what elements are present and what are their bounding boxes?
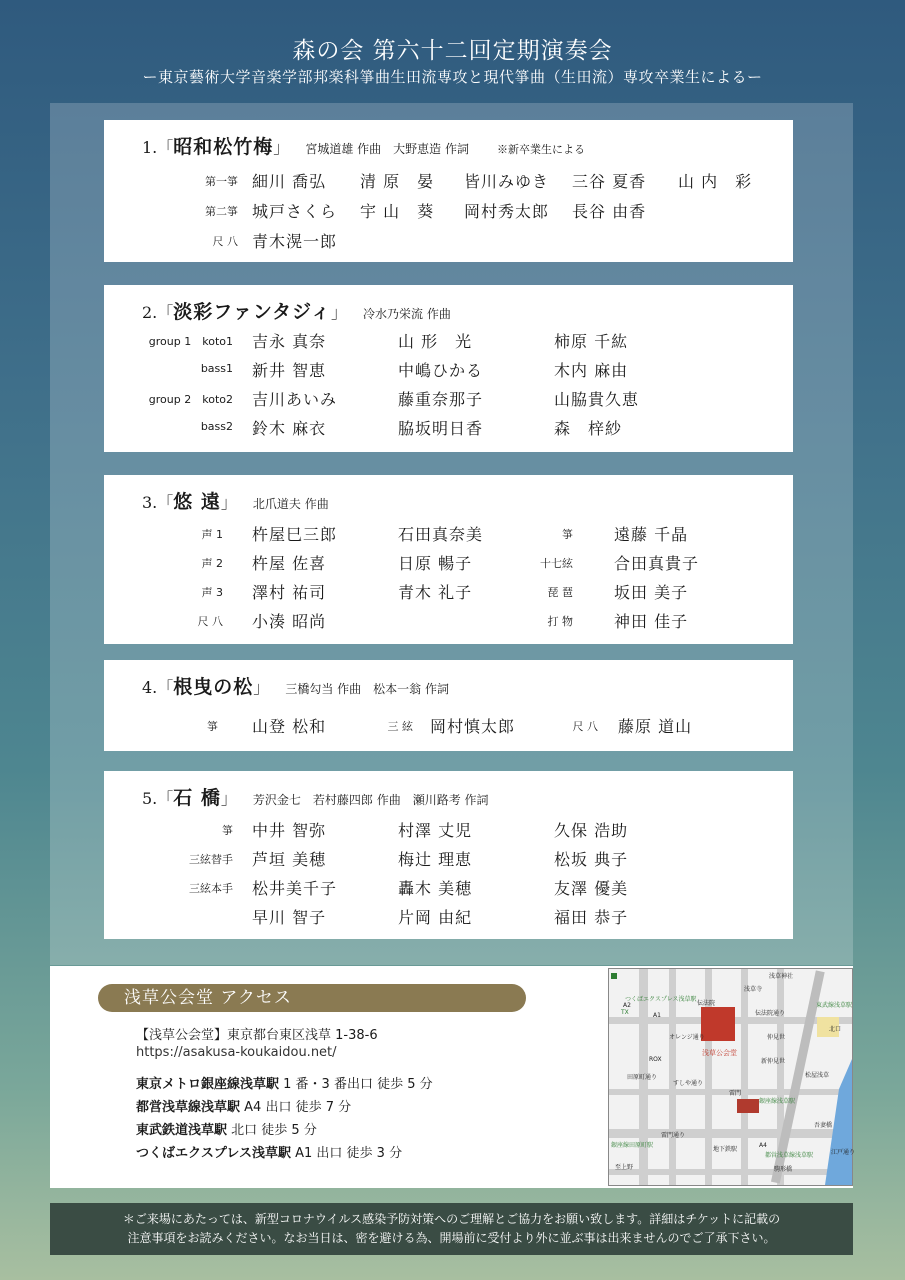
part-label: 三絃替手 bbox=[189, 853, 233, 866]
performer-name: 森 梓紗 bbox=[554, 419, 623, 438]
piece-credit: 芳沢金七 若村藤四郎 作曲 瀬川路考 作詞 bbox=[252, 793, 489, 807]
part-label: 第二箏 bbox=[205, 205, 238, 218]
performer-name: 城戸さくら bbox=[252, 202, 338, 221]
part-label: group 2 koto2 bbox=[148, 393, 233, 406]
piece-credit: 宮城道雄 作曲 大野恵造 作詞 bbox=[305, 142, 469, 156]
performer-name: 村澤 丈児 bbox=[398, 821, 473, 840]
svg-text:伝法院通り: 伝法院通り bbox=[755, 1010, 786, 1017]
piece-title: 4.「根曳の松」 三橋勾当 作曲 松本一翁 作詞 bbox=[142, 676, 449, 698]
performer-name: 山 形 光 bbox=[398, 332, 473, 351]
part-label: 尺 八 bbox=[572, 720, 598, 733]
concert-title: 森の会 第六十二回定期演奏会 bbox=[292, 38, 613, 64]
part-label: 箏 bbox=[207, 720, 218, 733]
piece-name: 昭和松竹梅 bbox=[173, 136, 274, 158]
performer-name: 皆川みゆき bbox=[464, 172, 550, 191]
access-section bbox=[50, 966, 856, 1188]
part-label: 琵 琶 bbox=[547, 586, 573, 599]
performer-name: 日原 暢子 bbox=[398, 554, 473, 573]
svg-text:浅草寺: 浅草寺 bbox=[744, 986, 763, 993]
performer-name: 芦垣 美穂 bbox=[252, 850, 327, 869]
performer-name: 小湊 昭尚 bbox=[252, 612, 327, 631]
route-item: 都営浅草線浅草駅 A4 出口 徒歩 7 分 bbox=[136, 1100, 352, 1115]
performer-name: 久保 浩助 bbox=[554, 821, 629, 840]
performer-name: 木内 麻由 bbox=[554, 361, 629, 380]
svg-text:浅草神社: 浅草神社 bbox=[769, 973, 794, 980]
performer-name: 岡村秀太郎 bbox=[464, 202, 550, 221]
piece-note: ※新卒業生による bbox=[496, 143, 585, 156]
performer-name: 遠藤 千晶 bbox=[614, 525, 689, 544]
performer-name: 松井美千子 bbox=[252, 879, 338, 898]
notice-box bbox=[50, 1203, 853, 1255]
part-label: 箏 bbox=[562, 528, 573, 541]
svg-text:吾妻橋: 吾妻橋 bbox=[814, 1122, 833, 1129]
performer-name: 片岡 由紀 bbox=[398, 908, 473, 927]
performer-name: 青木滉一郎 bbox=[252, 232, 338, 251]
svg-text:松屋浅草: 松屋浅草 bbox=[805, 1072, 830, 1079]
performer-name: 山登 松和 bbox=[252, 717, 327, 736]
svg-text:銀座線田原町駅: 銀座線田原町駅 bbox=[611, 1142, 654, 1149]
venue-url[interactable]: https://asakusa-koukaidou.net/ bbox=[136, 1045, 337, 1060]
performer-name: 早川 智子 bbox=[252, 908, 327, 927]
access-title: 浅草公会堂 アクセス bbox=[98, 984, 526, 1012]
piece-card-2 bbox=[104, 285, 793, 452]
part-label: 三絃本手 bbox=[189, 882, 233, 895]
part-label: 声 3 bbox=[201, 586, 223, 599]
performer-name: 吉永 真奈 bbox=[252, 332, 327, 351]
route-item: つくばエクスプレス浅草駅 A1 出口 徒歩 3 分 bbox=[136, 1146, 403, 1161]
performer-name: 長谷 由香 bbox=[572, 202, 647, 221]
notice-line-2: 注意事項をお読みください。なお当日は、密を避ける為、開場前に受付より外に並ぶ事は出来ませんのでご了承下さい。 bbox=[127, 1231, 776, 1245]
piece-credit: 三橋勾当 作曲 松本一翁 作詞 bbox=[285, 682, 449, 696]
svg-text:江戸通り: 江戸通り bbox=[831, 1149, 856, 1156]
piece-name: 淡彩ファンタジィ bbox=[173, 301, 332, 323]
performer-name: 脇坂明日香 bbox=[398, 419, 484, 438]
svg-text:A1: A1 bbox=[653, 1012, 661, 1019]
piece-name: 石 橋 bbox=[173, 787, 221, 809]
part-label: 十七絃 bbox=[540, 557, 573, 570]
performer-name: 細川 喬弘 bbox=[252, 172, 327, 191]
part-label: bass2 bbox=[200, 420, 233, 433]
svg-text:田原町通り: 田原町通り bbox=[627, 1074, 658, 1081]
svg-text:すしや通り: すしや通り bbox=[673, 1080, 704, 1087]
performer-name: 三谷 夏香 bbox=[572, 172, 647, 191]
piece-credit: 北爪道夫 作曲 bbox=[252, 497, 329, 511]
performer-name: 神田 佳子 bbox=[614, 612, 689, 631]
piece-card-1 bbox=[104, 120, 793, 262]
performer-name: 青木 礼子 bbox=[398, 583, 473, 602]
svg-text:TX: TX bbox=[621, 1009, 629, 1016]
gate-icon bbox=[737, 1099, 759, 1113]
station-icon bbox=[611, 973, 617, 979]
performer-name: 合田真貴子 bbox=[614, 554, 700, 573]
performer-name: 轟木 美穂 bbox=[398, 879, 473, 898]
piece-credit: 冷水乃栄流 作曲 bbox=[363, 307, 451, 321]
piece-card-3 bbox=[104, 475, 793, 644]
notice-line-1: ＊ご来場にあたっては、新型コロナウイルス感染予防対策へのご理解とご協力をお願い致します。詳細はチケットに記載の bbox=[122, 1212, 781, 1226]
performer-name: 松坂 典子 bbox=[554, 850, 629, 869]
map-graphic bbox=[609, 969, 856, 1185]
piece-title: 1.「昭和松竹梅」 宮城道雄 作曲 大野恵造 作詞 ※新卒業生による bbox=[142, 136, 585, 158]
part-label: 尺 八 bbox=[197, 615, 223, 628]
svg-text:銀座線浅草駅: 銀座線浅草駅 bbox=[759, 1098, 796, 1105]
performer-name: 杵屋巳三郎 bbox=[252, 525, 338, 544]
svg-text:A2: A2 bbox=[623, 1002, 631, 1009]
part-label: 箏 bbox=[222, 824, 233, 837]
svg-text:つくばエクスプレス浅草駅: つくばエクスプレス浅草駅 bbox=[625, 996, 697, 1003]
part-label: 第一箏 bbox=[205, 175, 238, 188]
venue-address: 【浅草公会堂】東京都台東区浅草 1-38-6 bbox=[136, 1028, 378, 1043]
route-item: 東武鉄道浅草駅 北口 徒歩 5 分 bbox=[136, 1123, 317, 1138]
performer-name: 藤重奈那子 bbox=[398, 390, 484, 409]
performer-name: 清 原 晏 bbox=[360, 172, 435, 191]
piece-title: 2.「淡彩ファンタジィ」 冷水乃栄流 作曲 bbox=[142, 301, 451, 323]
part-label: 尺 八 bbox=[212, 235, 238, 248]
svg-text:新仲見世: 新仲見世 bbox=[761, 1058, 786, 1065]
access-map bbox=[608, 968, 856, 1186]
piece-name: 根曳の松 bbox=[173, 676, 254, 698]
piece-title: 5.「石 橋」 芳沢金七 若村藤四郎 作曲 瀬川路考 作詞 bbox=[142, 787, 489, 809]
svg-text:浅草公会堂: 浅草公会堂 bbox=[702, 1049, 737, 1057]
part-label: 声 1 bbox=[201, 528, 223, 541]
performer-name: 友澤 優美 bbox=[554, 879, 629, 898]
performer-name: 杵屋 佐喜 bbox=[252, 554, 327, 573]
part-label: 三 絃 bbox=[387, 720, 413, 733]
part-label: 声 2 bbox=[201, 557, 223, 570]
svg-text:オレンジ通り: オレンジ通り bbox=[669, 1034, 705, 1041]
performer-name: 中井 智弥 bbox=[252, 821, 327, 840]
svg-text:雷門通り: 雷門通り bbox=[661, 1132, 686, 1139]
performer-name: 山脇貴久恵 bbox=[554, 390, 640, 409]
svg-text:伝法院: 伝法院 bbox=[697, 1000, 716, 1007]
svg-text:A4: A4 bbox=[759, 1142, 767, 1149]
performer-name: 坂田 美子 bbox=[614, 583, 689, 602]
performer-name: 柿原 千紘 bbox=[554, 332, 629, 351]
performer-name: 宇 山 葵 bbox=[360, 202, 435, 221]
performer-name: 新井 智恵 bbox=[252, 361, 327, 380]
svg-text:都営浅草線浅草駅: 都営浅草線浅草駅 bbox=[765, 1152, 814, 1159]
venue-marker-icon bbox=[701, 1007, 735, 1041]
svg-text:仲見世: 仲見世 bbox=[767, 1034, 786, 1041]
performer-name: 藤原 道山 bbox=[618, 717, 693, 736]
svg-text:地下鉄駅: 地下鉄駅 bbox=[713, 1146, 738, 1153]
part-label: bass1 bbox=[200, 362, 233, 375]
svg-text:至上野: 至上野 bbox=[615, 1164, 634, 1171]
piece-name: 悠 遠 bbox=[173, 491, 221, 513]
piece-title: 3.「悠 遠」 北爪道夫 作曲 bbox=[142, 491, 329, 513]
performer-name: 中嶋ひかる bbox=[398, 361, 484, 380]
performer-name: 岡村慎太郎 bbox=[430, 717, 516, 736]
part-label: group 1 koto1 bbox=[148, 335, 233, 348]
part-label: 打 物 bbox=[547, 615, 573, 628]
route-item: 東京メトロ銀座線浅草駅 1 番・3 番出口 徒歩 5 分 bbox=[136, 1077, 433, 1092]
svg-text:雷門: 雷門 bbox=[729, 1090, 742, 1097]
performer-name: 梅辻 理恵 bbox=[398, 850, 473, 869]
svg-text:駒形橋: 駒形橋 bbox=[774, 1166, 793, 1173]
performer-name: 石田真奈美 bbox=[398, 525, 484, 544]
performer-name: 澤村 祐司 bbox=[252, 583, 327, 602]
performer-name: 福田 恭子 bbox=[554, 908, 629, 927]
concert-subtitle: ー東京藝術大学音楽学部邦楽科箏曲生田流専攻と現代箏曲（生田流）専攻卒業生によるー bbox=[142, 68, 763, 86]
piece-card-4 bbox=[104, 660, 793, 751]
piece-card-5 bbox=[104, 771, 793, 939]
svg-text:ROX: ROX bbox=[649, 1056, 662, 1063]
svg-text:東武線浅草駅: 東武線浅草駅 bbox=[816, 1002, 853, 1009]
performer-name: 吉川あいみ bbox=[252, 390, 338, 409]
performer-name: 鈴木 麻衣 bbox=[252, 419, 327, 438]
svg-text:北口: 北口 bbox=[829, 1026, 842, 1033]
performer-name: 山 内 彩 bbox=[678, 172, 753, 191]
